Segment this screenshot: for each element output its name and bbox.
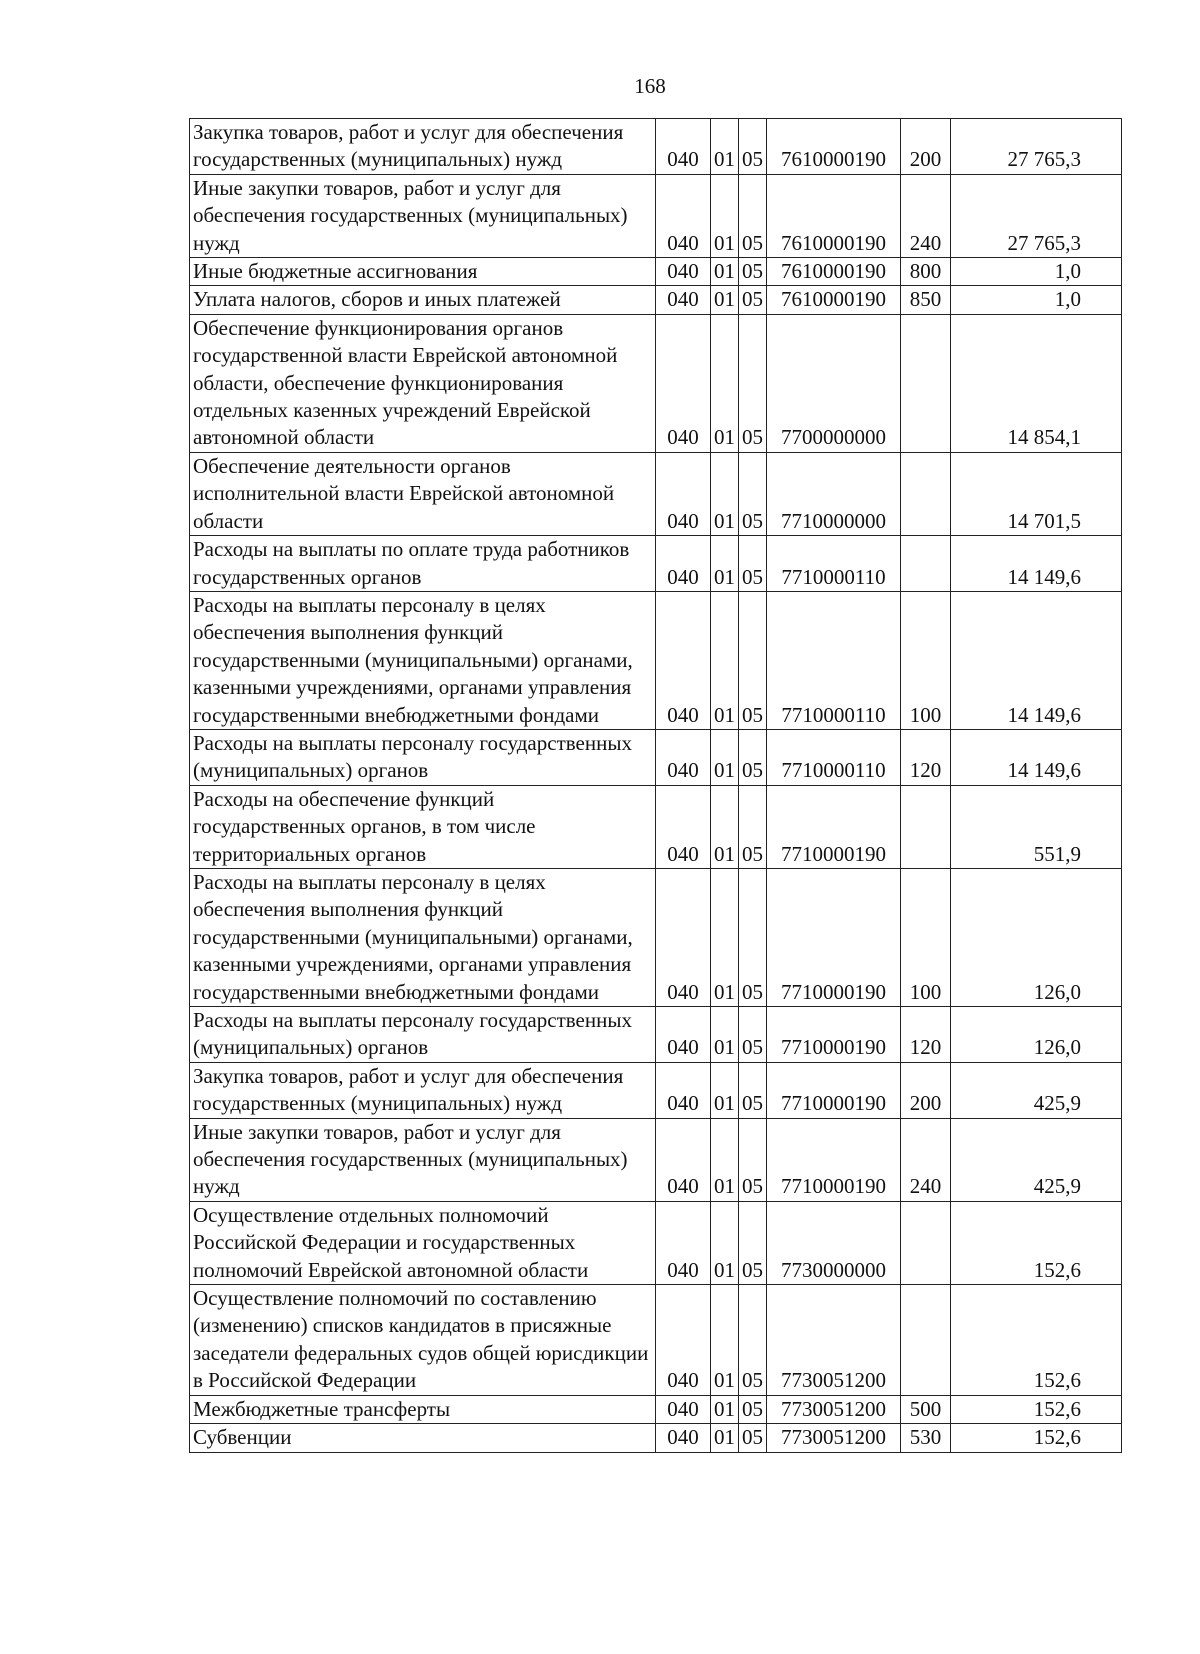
table-row [190,1062,1122,1118]
subsection-code: 05 [739,314,767,452]
expense-type-code: 120 [901,729,951,785]
target-article-code: 7710000190 [767,1118,901,1201]
expense-type-code: 100 [901,868,951,1006]
subsection-code: 05 [739,536,767,592]
table-row [190,1285,1122,1396]
expense-type-code [901,785,951,868]
department-code: 040 [656,452,711,535]
item-description: Обеспечение функционирования органов государственной власти Еврейской автономной области, обеспечение функционирования отдельных казенных учреждений Еврейской автономной области [190,314,656,452]
department-code: 040 [656,258,711,286]
target-article-code: 7710000110 [767,729,901,785]
table-row [190,452,1122,535]
expense-type-code [901,536,951,592]
subsection-code: 05 [739,1007,767,1063]
amount: 27 765,3 [951,174,1122,257]
item-description: Расходы на выплаты персоналу государственных (муниципальных) органов [190,729,656,785]
item-description: Межбюджетные трансферты [190,1395,656,1423]
item-description: Субвенции [190,1424,656,1452]
target-article-code: 7710000190 [767,1007,901,1063]
department-code: 040 [656,119,711,175]
section-code: 01 [711,1424,739,1452]
expense-type-code [901,1285,951,1396]
page-number: 168 [634,74,666,98]
subsection-code: 05 [739,452,767,535]
table-row [190,1201,1122,1284]
table-row [190,1118,1122,1201]
section-code: 01 [711,1285,739,1396]
amount: 425,9 [951,1118,1122,1201]
item-description: Расходы на обеспечение функций государственных органов, в том числе территориальных органов [190,785,656,868]
subsection-code: 05 [739,868,767,1006]
section-code: 01 [711,1062,739,1118]
item-description: Иные закупки товаров, работ и услуг для обеспечения государственных (муниципальных) нужд [190,1118,656,1201]
table-row [190,591,1122,729]
department-code: 040 [656,1424,711,1452]
item-description: Иные закупки товаров, работ и услуг для обеспечения государственных (муниципальных) нужд [190,174,656,257]
item-description: Расходы на выплаты персоналу в целях обеспечения выполнения функций государственными (муниципальными) органами, казенными учреждениями, органами управления государственными внебюджетными фондами [190,868,656,1006]
section-code: 01 [711,591,739,729]
target-article-code: 7710000110 [767,536,901,592]
department-code: 040 [656,591,711,729]
subsection-code: 05 [739,119,767,175]
subsection-code: 05 [739,174,767,257]
item-description: Обеспечение деятельности органов исполнительной власти Еврейской автономной области [190,452,656,535]
department-code: 040 [656,174,711,257]
amount: 152,6 [951,1201,1122,1284]
subsection-code: 05 [739,258,767,286]
table-row [190,868,1122,1006]
department-code: 040 [656,1118,711,1201]
target-article-code: 7710000190 [767,1062,901,1118]
expense-type-code: 100 [901,591,951,729]
expense-type-code [901,314,951,452]
table-row [190,119,1122,175]
table-row [190,1395,1122,1423]
expense-type-code: 240 [901,1118,951,1201]
section-code: 01 [711,258,739,286]
section-code: 01 [711,1118,739,1201]
target-article-code: 7730051200 [767,1424,901,1452]
table-row [190,729,1122,785]
section-code: 01 [711,119,739,175]
expense-type-code: 120 [901,1007,951,1063]
amount: 152,6 [951,1285,1122,1396]
item-description: Закупка товаров, работ и услуг для обеспечения государственных (муниципальных) нужд [190,119,656,175]
amount: 152,6 [951,1395,1122,1423]
item-description: Расходы на выплаты персоналу в целях обеспечения выполнения функций государственными (муниципальными) органами, казенными учреждениями, органами управления государственными внебюджетными фондами [190,591,656,729]
section-code: 01 [711,1007,739,1063]
target-article-code: 7730051200 [767,1395,901,1423]
amount: 126,0 [951,868,1122,1006]
expense-type-code: 850 [901,286,951,314]
target-article-code: 7700000000 [767,314,901,452]
section-code: 01 [711,1201,739,1284]
subsection-code: 05 [739,1201,767,1284]
target-article-code: 7730000000 [767,1201,901,1284]
department-code: 040 [656,1007,711,1063]
subsection-code: 05 [739,1118,767,1201]
expense-type-code [901,1201,951,1284]
section-code: 01 [711,1395,739,1423]
target-article-code: 7610000190 [767,258,901,286]
section-code: 01 [711,729,739,785]
department-code: 040 [656,1201,711,1284]
expense-type-code: 200 [901,1062,951,1118]
item-description: Осуществление отдельных полномочий Российской Федерации и государственных полномочий Еврейской автономной области [190,1201,656,1284]
target-article-code: 7710000110 [767,591,901,729]
subsection-code: 05 [739,286,767,314]
section-code: 01 [711,286,739,314]
table-row [190,258,1122,286]
table-row [190,1424,1122,1452]
expense-type-code [901,452,951,535]
item-description: Осуществление полномочий по составлению (изменению) списков кандидатов в присяжные заседатели федеральных судов общей юрисдикции в Российской Федерации [190,1285,656,1396]
item-description: Уплата налогов, сборов и иных платежей [190,286,656,314]
item-description: Расходы на выплаты по оплате труда работников государственных органов [190,536,656,592]
section-code: 01 [711,868,739,1006]
department-code: 040 [656,1395,711,1423]
expense-type-code: 530 [901,1424,951,1452]
department-code: 040 [656,1062,711,1118]
section-code: 01 [711,536,739,592]
table-row [190,174,1122,257]
table-row [190,1007,1122,1063]
subsection-code: 05 [739,591,767,729]
target-article-code: 7610000190 [767,286,901,314]
subsection-code: 05 [739,1062,767,1118]
item-description: Закупка товаров, работ и услуг для обеспечения государственных (муниципальных) нужд [190,1062,656,1118]
table-row [190,536,1122,592]
target-article-code: 7610000190 [767,119,901,175]
table-row [190,314,1122,452]
amount: 27 765,3 [951,119,1122,175]
subsection-code: 05 [739,729,767,785]
target-article-code: 7710000190 [767,868,901,1006]
department-code: 040 [656,868,711,1006]
amount: 425,9 [951,1062,1122,1118]
amount: 1,0 [951,286,1122,314]
subsection-code: 05 [739,1285,767,1396]
table-row [190,785,1122,868]
section-code: 01 [711,174,739,257]
subsection-code: 05 [739,1395,767,1423]
target-article-code: 7710000190 [767,785,901,868]
department-code: 040 [656,729,711,785]
department-code: 040 [656,286,711,314]
expense-type-code: 200 [901,119,951,175]
subsection-code: 05 [739,1424,767,1452]
item-description: Иные бюджетные ассигнования [190,258,656,286]
section-code: 01 [711,785,739,868]
amount: 14 149,6 [951,729,1122,785]
section-code: 01 [711,452,739,535]
amount: 14 149,6 [951,536,1122,592]
department-code: 040 [656,536,711,592]
amount: 551,9 [951,785,1122,868]
amount: 152,6 [951,1424,1122,1452]
department-code: 040 [656,1285,711,1396]
budget-table [189,118,1122,1453]
subsection-code: 05 [739,785,767,868]
item-description: Расходы на выплаты персоналу государственных (муниципальных) органов [190,1007,656,1063]
amount: 14 854,1 [951,314,1122,452]
target-article-code: 7610000190 [767,174,901,257]
expense-type-code: 800 [901,258,951,286]
section-code: 01 [711,314,739,452]
expense-type-code: 240 [901,174,951,257]
expense-type-code: 500 [901,1395,951,1423]
target-article-code: 7730051200 [767,1285,901,1396]
amount: 1,0 [951,258,1122,286]
amount: 14 701,5 [951,452,1122,535]
amount: 14 149,6 [951,591,1122,729]
department-code: 040 [656,785,711,868]
department-code: 040 [656,314,711,452]
table-row [190,286,1122,314]
target-article-code: 7710000000 [767,452,901,535]
amount: 126,0 [951,1007,1122,1063]
